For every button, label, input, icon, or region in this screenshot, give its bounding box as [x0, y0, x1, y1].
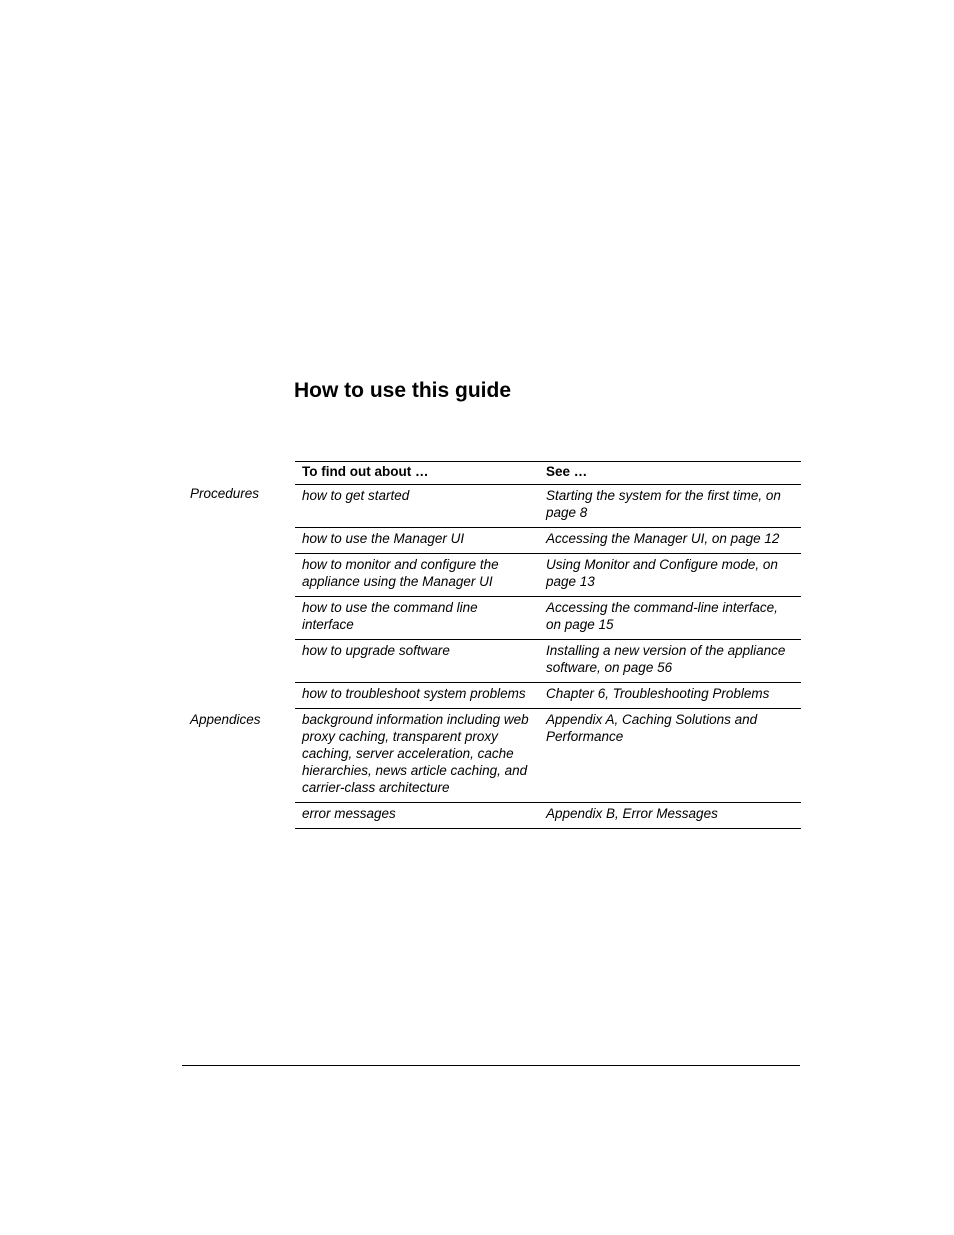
header-see: See …: [539, 462, 801, 485]
table-header-row: [295, 462, 801, 485]
reference-cell: Chapter 6, Troubleshooting Problems: [539, 683, 801, 709]
topic-cell: how to monitor and configure the appliance using the Manager UI: [295, 554, 539, 597]
footer-rule: [182, 1065, 800, 1066]
reference-cell: Installing a new version of the appliance software, on page 56: [539, 640, 801, 683]
reference-cell: Using Monitor and Configure mode, on page 13: [539, 554, 801, 597]
reference-cell: Starting the system for the first time, on page 8: [539, 485, 801, 528]
topic-cell: how to use the Manager UI: [295, 528, 539, 554]
topic-cell: how to upgrade software: [295, 640, 539, 683]
topic-cell: background information including web proxy caching, transparent proxy caching, server acceleration, cache hierarchies, news article caching, and carrier-class architecture: [295, 709, 539, 803]
reference-cell: Accessing the Manager UI, on page 12: [539, 528, 801, 554]
reference-cell: Appendix B, Error Messages: [539, 803, 801, 829]
topic-cell: how to troubleshoot system problems: [295, 683, 539, 709]
table-row: [295, 640, 801, 683]
appendices-label: Appendices: [190, 712, 261, 727]
table-row: [295, 554, 801, 597]
table-row: [295, 485, 801, 528]
table-row: [295, 803, 801, 829]
table-row: [295, 683, 801, 709]
table-row: [295, 709, 801, 803]
table-row: [295, 528, 801, 554]
topic-cell: error messages: [295, 803, 539, 829]
reference-cell: Appendix A, Caching Solutions and Performance: [539, 709, 801, 803]
header-topic: To find out about …: [295, 462, 539, 485]
topic-cell: how to use the command line interface: [295, 597, 539, 640]
procedures-label: Procedures: [190, 486, 260, 501]
topic-cell: how to get started: [295, 485, 539, 528]
page-title: How to use this guide: [294, 379, 512, 402]
guide-table: [295, 461, 801, 829]
table-row: [295, 597, 801, 640]
reference-cell: Accessing the command-line interface, on page 15: [539, 597, 801, 640]
